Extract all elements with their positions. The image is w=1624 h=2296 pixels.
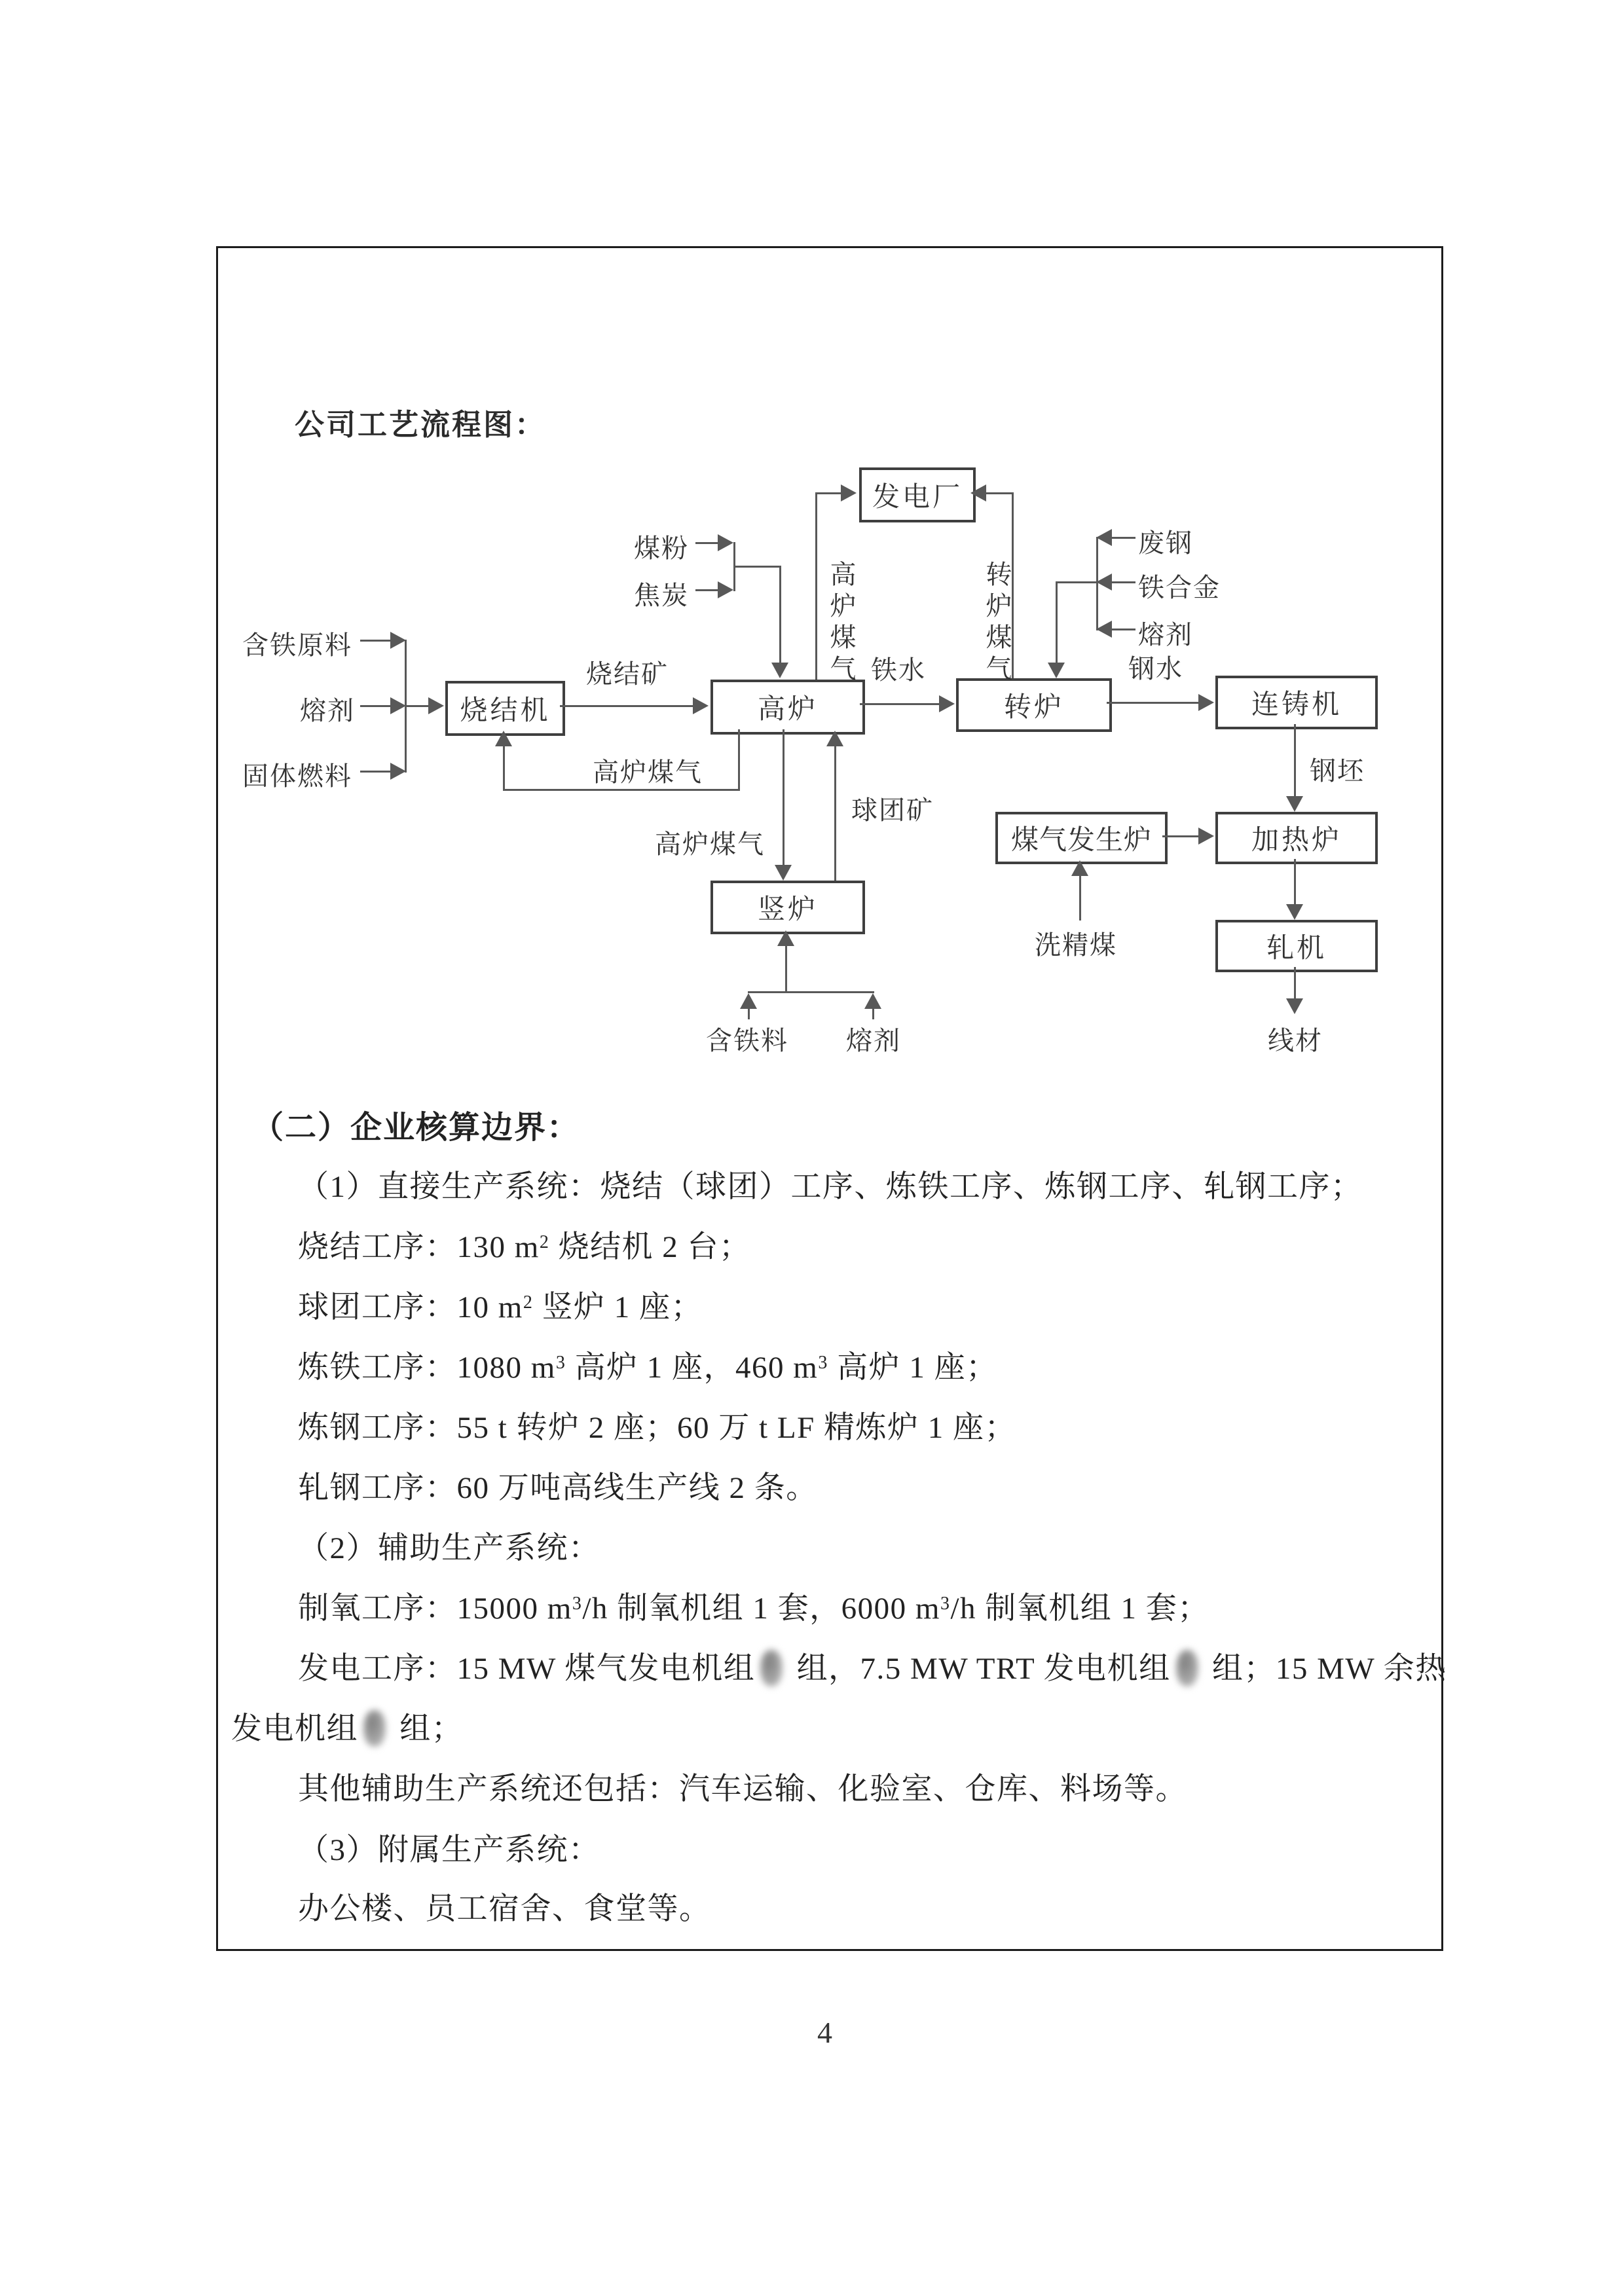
arrow-fluxbottom-up	[864, 993, 881, 1009]
body-line-power-process-cont: 发电机组 组；	[231, 1704, 463, 1748]
label-molten-steel: 钢水	[1128, 654, 1183, 683]
node-power-plant	[859, 467, 976, 522]
label-bf-gas-vertical: 高炉煤气	[826, 560, 856, 686]
label-wire-rod: 线材	[1268, 1026, 1323, 1055]
line-into-sinter	[407, 705, 428, 707]
line-reheat-to-mill	[1294, 859, 1296, 904]
line-feedback-across	[503, 789, 740, 791]
line-fuel-down	[779, 566, 781, 664]
line-converter-to-caster	[1107, 702, 1198, 704]
line-coal-powder	[695, 542, 718, 544]
arrow-caster-to-reheat	[1286, 796, 1303, 812]
line-ironmat-up	[748, 1009, 750, 1019]
line-sinter-to-blast	[560, 705, 693, 707]
page-title: 公司工艺流程图：	[295, 409, 547, 441]
node-power-plant-label: 发电厂	[872, 483, 963, 513]
arrow-ironmat-up	[740, 993, 757, 1009]
line-into-shaft-bottom	[785, 946, 787, 991]
arrow-iron-raw	[390, 632, 406, 649]
node-blast-furnace	[710, 680, 865, 735]
line-fuel-over	[733, 566, 781, 568]
arrow-ferroalloy	[1096, 574, 1112, 591]
arrow-coal-powder	[718, 534, 733, 551]
label-coal-powder: 煤粉	[634, 534, 689, 563]
node-caster-label: 连铸机	[1251, 690, 1342, 720]
line-blast-to-converter	[860, 703, 939, 705]
node-gas-generator	[995, 812, 1168, 864]
label-bf-gas-feedback: 高炉煤气	[593, 757, 703, 787]
body-line-oxygen-process: 制氧工序：15000 $m^3/h$ 制氧机组 1 套，6000 $m^3/h$ 制氧机组 1 套；	[298, 1592, 1209, 1626]
label-billet: 钢坯	[1310, 756, 1365, 786]
arrow-fuel-into-blast	[771, 663, 788, 678]
arrow-into-shaft-bottom	[777, 930, 794, 946]
line-iron-raw	[360, 640, 390, 642]
redaction-blot	[1176, 1650, 1198, 1686]
node-sinter-label: 烧结机	[460, 696, 551, 726]
arrow-solid-fuel	[390, 763, 406, 780]
line-coke	[695, 589, 718, 591]
label-flux-right: 熔剂	[1138, 620, 1193, 649]
arrow-coke	[718, 581, 733, 598]
line-flux-left	[360, 705, 390, 707]
body-line-pellet-process: 球团工序：10 $m^2$ 竖炉 1 座；	[298, 1290, 703, 1324]
arrow-sinter-to-blast	[693, 697, 709, 714]
body-line-attached-detail: 办公楼、员工宿舍、食堂等。	[298, 1892, 711, 1926]
node-sinter	[445, 681, 565, 736]
page-number: 4	[817, 2016, 832, 2049]
line-washedcoal-up	[1079, 876, 1081, 920]
line-scrap	[1112, 537, 1135, 539]
line-charge-collector	[1096, 537, 1098, 630]
arrow-blast-to-converter	[939, 695, 955, 712]
arrow-pellet-into-blast	[826, 731, 843, 746]
arrow-convgas-into-power	[970, 484, 986, 501]
node-blast-furnace-label: 高炉	[757, 695, 818, 725]
node-rolling-mill-label: 轧机	[1266, 934, 1327, 964]
label-pellet-ore: 球团矿	[851, 795, 934, 825]
arrow-flux-right	[1096, 621, 1112, 638]
arrow-reheat-to-mill	[1286, 904, 1303, 920]
line-caster-to-reheat	[1294, 724, 1296, 796]
body-line-attached-systems: （3）附属生产系统：	[298, 1833, 600, 1867]
label-ferroalloy: 铁合金	[1138, 573, 1221, 602]
label-iron-material: 含铁料	[706, 1026, 788, 1055]
line-feedback-up	[503, 746, 505, 789]
body-line-direct-systems: （1）直接生产系统：烧结（球团）工序、炼铁工序、炼钢工序、轧钢工序；	[298, 1170, 1363, 1204]
label-washed-coal: 洗精煤	[1035, 930, 1117, 960]
arrow-feedback-into-sinter	[495, 731, 512, 746]
node-shaft-furnace-label: 竖炉	[757, 895, 818, 925]
label-scrap-steel: 废钢	[1138, 528, 1193, 558]
node-converter	[956, 678, 1112, 732]
redaction-blot	[760, 1650, 783, 1686]
arrow-gasgen-to-reheat	[1198, 828, 1214, 845]
node-reheat-furnace-label: 加热炉	[1251, 826, 1342, 856]
line-flux-right	[1112, 629, 1135, 630]
body-line-other-auxiliary: 其他辅助生产系统还包括：汽车运输、化验室、仓库、料场等。	[298, 1772, 1187, 1806]
line-convgas-top	[986, 492, 1012, 494]
redaction-blot	[363, 1710, 386, 1747]
node-rolling-mill	[1215, 920, 1378, 972]
line-bfgas-riser	[815, 492, 817, 680]
arrow-scrap	[1096, 529, 1112, 546]
line-blast-to-shaft	[783, 729, 784, 865]
node-caster	[1215, 676, 1378, 729]
body-line-ironmaking-process: 炼铁工序：1080 $m^3$ 高炉 1 座，460 $m^3$ 高炉 1 座；	[298, 1351, 998, 1385]
line-feedback-down	[738, 729, 740, 789]
node-gas-generator-label: 煤气发生炉	[1010, 826, 1152, 856]
label-iron-raw-material: 含铁原料	[242, 630, 352, 660]
body-line-steelmaking-process: 炼钢工序：55 t 转炉 2 座；60 万 t LF 精炼炉 1 座；	[298, 1411, 1016, 1445]
body-line-sinter-process: 烧结工序：130 $m^2$ 烧结机 2 台；	[298, 1230, 751, 1264]
line-bfgas-top	[815, 492, 841, 494]
line-shaft-to-blast	[834, 746, 836, 881]
label-flux-bottom: 熔剂	[846, 1026, 901, 1055]
label-coke: 焦炭	[634, 581, 689, 610]
arrow-mill-to-wire	[1286, 998, 1303, 1014]
label-bf-gas-down: 高炉煤气	[655, 829, 765, 859]
body-line-auxiliary-systems: （2）辅助生产系统：	[298, 1531, 600, 1565]
label-flux-left: 熔剂	[300, 696, 355, 725]
arrow-charge-into-converter	[1048, 663, 1065, 678]
page-border	[216, 246, 1443, 1951]
node-shaft-furnace	[710, 881, 865, 934]
line-solid-fuel	[360, 771, 390, 773]
line-mill-to-wire	[1294, 967, 1296, 998]
label-converter-gas-vertical: 转炉煤气	[982, 560, 1012, 686]
line-charge-down	[1056, 581, 1058, 663]
label-molten-iron: 铁水	[871, 655, 926, 685]
arrow-flux-left	[390, 697, 406, 714]
node-reheat-furnace	[1215, 812, 1378, 864]
arrow-bfgas-into-power	[841, 484, 857, 501]
arrow-into-sinter	[428, 697, 444, 714]
label-sinter-ore: 烧结矿	[586, 659, 669, 689]
line-charge-over	[1056, 581, 1096, 583]
label-solid-fuel: 固体燃料	[242, 761, 352, 791]
node-converter-label: 转炉	[1003, 693, 1064, 723]
arrow-into-shaft	[775, 865, 792, 881]
line-ferroalloy	[1112, 581, 1135, 583]
body-line-power-process: 发电工序：15 MW 煤气发电机组 组，7.5 MW TRT 发电机组 组；15 MW 余热	[298, 1644, 1447, 1688]
line-fluxbottom-up	[872, 1009, 874, 1019]
arrow-converter-to-caster	[1198, 694, 1214, 711]
body-line-rolling-process: 轧钢工序：60 万吨高线生产线 2 条。	[298, 1471, 818, 1505]
line-gasgen-to-reheat	[1162, 835, 1198, 837]
arrow-washedcoal-up	[1071, 860, 1088, 876]
line-shaft-input-bar	[748, 991, 874, 993]
section-heading: （二）企业核算边界：	[252, 1110, 580, 1145]
